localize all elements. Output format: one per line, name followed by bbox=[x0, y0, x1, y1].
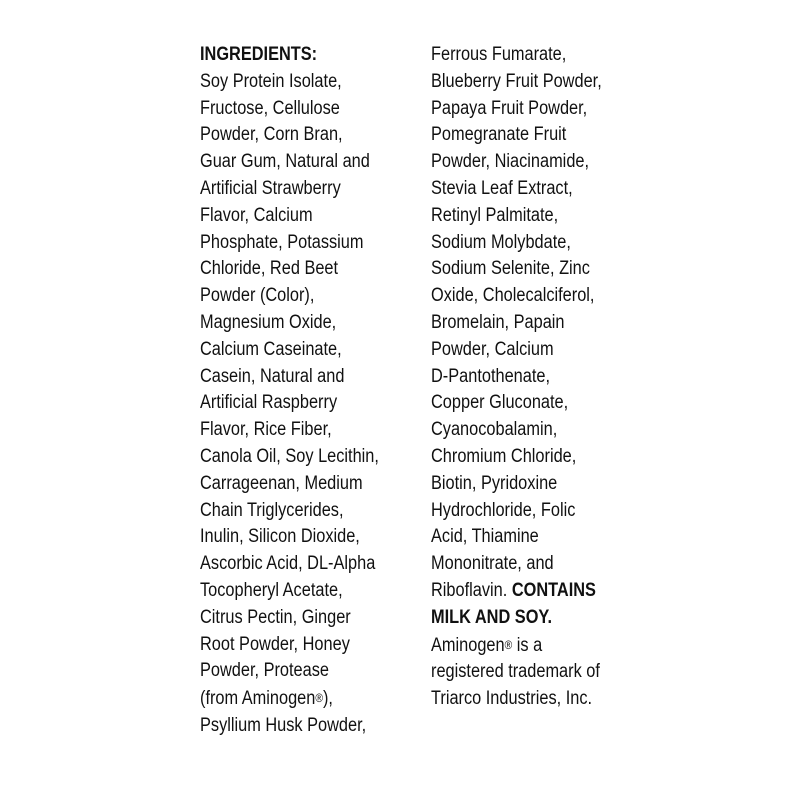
right-ingredient-line-1: Ferrous Fumarate, bbox=[431, 44, 567, 65]
left-ingredient-line-17: Chain Triglycerides, bbox=[200, 499, 344, 521]
aminogen-suffix: ), bbox=[322, 688, 333, 710]
right-ingredient-line-14: Copper Gluconate, bbox=[431, 392, 569, 414]
trademark-line-1 bbox=[431, 632, 607, 660]
left-ingredient-line-11: Calcium Caseinate, bbox=[200, 338, 342, 360]
left-ingredient-line-7: Phosphate, Potassium bbox=[200, 231, 364, 253]
right-ingredient-lines bbox=[431, 42, 607, 578]
trademark-suffix: is a bbox=[512, 634, 543, 656]
left-ingredient-lines bbox=[200, 69, 379, 685]
ingredient-line-aminogen bbox=[200, 685, 376, 713]
right-ingredient-line-11: Bromelain, Papain bbox=[431, 311, 565, 333]
ingredients-label bbox=[200, 42, 620, 762]
right-ingredient-line-12: Powder, Calcium bbox=[431, 338, 554, 360]
left-ingredient-line-6: Flavor, Calcium bbox=[200, 204, 313, 226]
left-ingredient-line-18: Inulin, Silicon Dioxide, bbox=[200, 526, 360, 548]
right-ingredient-line-20: Mononitrate, and bbox=[431, 553, 554, 575]
registered-symbol: ® bbox=[504, 637, 513, 652]
left-ingredient-line-5: Artificial Strawberry bbox=[200, 177, 341, 199]
aminogen-prefix: (from Aminogen bbox=[200, 688, 316, 710]
right-ingredient-line-3: Papaya Fruit Powder, bbox=[431, 97, 588, 119]
left-ingredient-line-12: Casein, Natural and bbox=[200, 365, 345, 387]
left-ingredient-line-22: Root Powder, Honey bbox=[200, 633, 350, 655]
riboflavin-contains-line bbox=[431, 578, 607, 605]
allergen-contains: CONTAINS bbox=[511, 579, 596, 601]
right-ingredient-line-5: Powder, Niacinamide, bbox=[431, 151, 590, 173]
riboflavin-text: Riboflavin. bbox=[431, 579, 508, 601]
registered-symbol: ® bbox=[315, 691, 323, 706]
right-ingredient-line-10: Oxide, Cholecalciferol, bbox=[431, 285, 595, 307]
allergen-statement: MILK AND SOY. bbox=[431, 606, 553, 628]
right-ingredient-line-7: Retinyl Palmitate, bbox=[431, 204, 559, 226]
ingredients-heading: INGREDIENTS: bbox=[200, 44, 318, 65]
right-ingredient-line-8: Sodium Molybdate, bbox=[431, 231, 571, 253]
ingredients-left-column bbox=[200, 42, 379, 740]
right-ingredient-line-15: Cyanocobalamin, bbox=[431, 419, 558, 441]
right-ingredient-line-9: Sodium Selenite, Zinc bbox=[431, 258, 590, 280]
left-ingredient-line-13: Artificial Raspberry bbox=[200, 392, 338, 414]
left-ingredient-line-9: Powder (Color), bbox=[200, 285, 315, 307]
right-ingredient-line-6: Stevia Leaf Extract, bbox=[431, 177, 573, 199]
left-ingredient-line-15: Canola Oil, Soy Lecithin, bbox=[200, 445, 379, 467]
right-ingredient-line-2: Blueberry Fruit Powder, bbox=[431, 70, 602, 92]
left-ingredient-line-4: Guar Gum, Natural and bbox=[200, 151, 370, 173]
left-ingredient-line-2: Fructose, Cellulose bbox=[200, 97, 340, 119]
left-ingredient-line-21: Citrus Pectin, Ginger bbox=[200, 606, 351, 628]
trademark-line-2: registered trademark of bbox=[431, 661, 600, 683]
right-ingredient-line-13: D-Pantothenate, bbox=[431, 365, 551, 387]
right-ingredient-line-19: Acid, Thiamine bbox=[431, 526, 539, 548]
ingredient-line-last: Psyllium Husk Powder, bbox=[200, 714, 367, 736]
left-ingredient-line-3: Powder, Corn Bran, bbox=[200, 124, 343, 146]
left-ingredient-line-19: Ascorbic Acid, DL-Alpha bbox=[200, 553, 376, 575]
trademark-name: Aminogen bbox=[431, 634, 505, 656]
left-ingredient-line-1: Soy Protein Isolate, bbox=[200, 70, 342, 92]
ingredients-right-column bbox=[431, 42, 607, 713]
trademark-line-3: Triarco Industries, Inc. bbox=[431, 688, 593, 710]
right-ingredient-line-4: Pomegranate Fruit bbox=[431, 124, 567, 146]
left-ingredient-line-20: Tocopheryl Acetate, bbox=[200, 579, 343, 601]
left-ingredient-line-8: Chloride, Red Beet bbox=[200, 258, 339, 280]
right-ingredient-line-18: Hydrochloride, Folic bbox=[431, 499, 576, 521]
left-ingredient-line-16: Carrageenan, Medium bbox=[200, 472, 363, 494]
left-ingredient-line-23: Powder, Protease bbox=[200, 660, 329, 682]
right-ingredient-line-16: Chromium Chloride, bbox=[431, 445, 577, 467]
left-ingredient-line-14: Flavor, Rice Fiber, bbox=[200, 419, 332, 441]
left-ingredient-line-10: Magnesium Oxide, bbox=[200, 311, 337, 333]
right-ingredient-line-17: Biotin, Pyridoxine bbox=[431, 472, 558, 494]
